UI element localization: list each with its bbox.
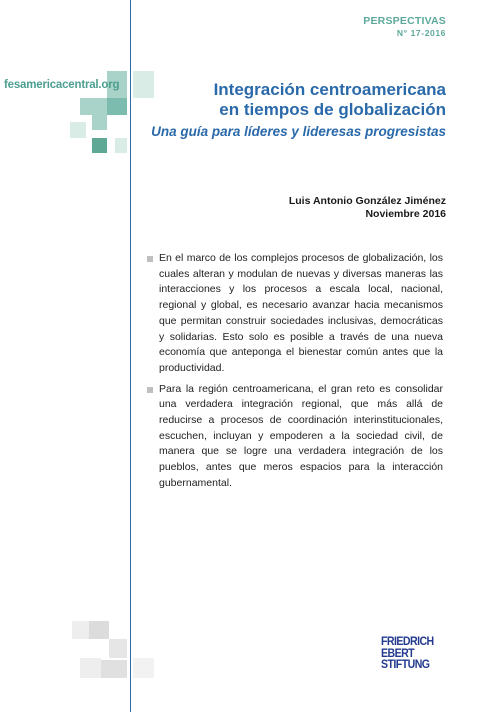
author-block: [289, 195, 446, 221]
title-line-1: Integración centroamericana: [213, 80, 446, 99]
document-subtitle: Una guía para líderes y lideresas progresistas: [151, 124, 446, 139]
paragraph-text-1: En el marco de los complejos procesos de globalización, los cuales alteran y modulan de nuevas y diversas maneras las interacciones y los procesos a escala local, nacional, regional y global, es necesario avanzar hacia mecanismos que permitan construir sociedades inclusivas, democráticas y solidarias. Esto solo es posible a través de una nueva economía que anteponga el bienestar común antes que la productividad.: [159, 252, 443, 374]
logo-line-2: EBERT: [381, 647, 415, 660]
title-line-2: en tiempos de globalización: [219, 100, 446, 119]
vertical-divider: [130, 0, 131, 712]
paragraph-text-2: Para la región centroamericana, el gran reto es consolidar una verdadera integración regional, que más allá de reducirse a procesos de coordinación interinstitucionales, escuchen, incluyan y empoderen a la sociedad civil, de manera que se logre una verdadera integración de los pueblos, antes que meros espacios para la interacción gubernamental.: [159, 382, 443, 489]
bullet-square-icon: [147, 256, 153, 262]
logo-line-1: FRIEDRICH: [381, 636, 434, 648]
author-name: Luis Antonio González Jiménez: [288, 195, 446, 207]
summary-paragraph-2: [147, 382, 443, 492]
summary-body: [147, 251, 443, 497]
summary-paragraph-1: [147, 251, 443, 377]
document-title: [214, 80, 446, 120]
publication-date: Noviembre 2016: [365, 208, 446, 220]
series-number: N° 17-2016: [396, 28, 446, 38]
bullet-square-icon: [147, 387, 153, 393]
series-name: PERSPECTIVAS: [363, 15, 446, 27]
website-link[interactable]: fesamericacentral.org: [4, 79, 120, 91]
fes-logo: [381, 637, 438, 672]
series-label: [363, 15, 446, 39]
logo-line-3: STIFTUNG: [381, 659, 430, 671]
